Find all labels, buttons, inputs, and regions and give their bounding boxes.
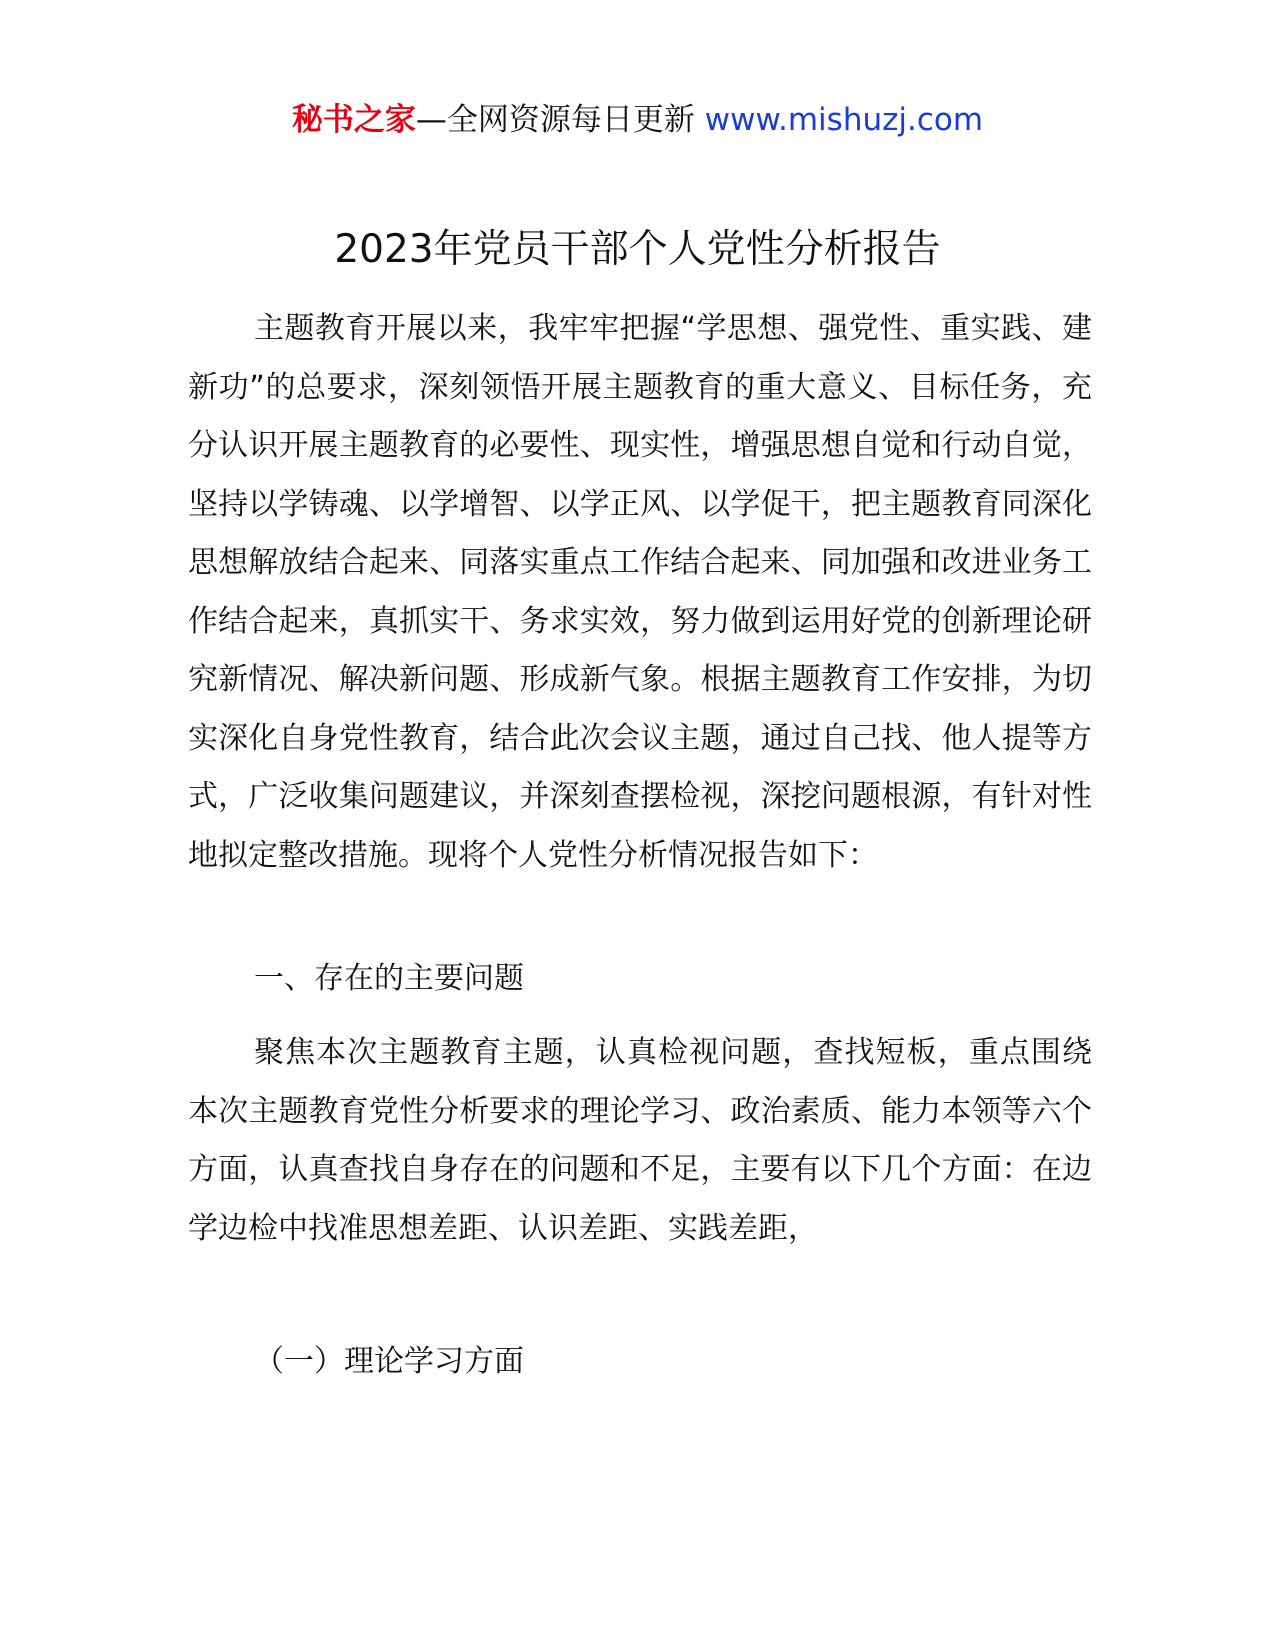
- document-title: 2023年党员干部个人党性分析报告: [334, 227, 941, 272]
- subsection-heading-theory-study: （一）理论学习方面: [254, 1344, 524, 1379]
- section-heading-main-problems: 一、存在的主要问题: [254, 961, 524, 996]
- site-banner: [0, 98, 1275, 142]
- intro-paragraph: 主题教育开展以来，我牢牢把握“学思想、强党性、重实践、建新功”的总要求，深刻领悟开展主题教育的重大意义、目标任务，充分认识开展主题教育的必要性、现实性，增强思想自觉和行动自觉，坚持以学铸魂、以学增智、以学正风、以学促干，把主题教育同深化思想解放结合起来、同落实重点工作结合起来、同加强和改进业务工作结合起来，真抓实干、务求实效，努力做到运用好党的创新理论研究新情况、解决新问题、形成新气象。根据主题教育工作安排，为切实深化自身党性教育，结合此次会议主题，通过自己找、他人提等方式，广泛收集问题建议，并深刻查摆检视，深挖问题根源，有针对性地拟定整改措施。现将个人党性分析情况报告如下：: [188, 311, 1092, 873]
- brand-name: 秘书之家: [291, 102, 416, 138]
- banner-tagline: —全网资源每日更新: [415, 102, 695, 138]
- site-url-link[interactable]: www.mishuzj.com: [704, 102, 984, 138]
- section-paragraph-main-problems: 聚焦本次主题教育主题，认真检视问题，查找短板，重点围绕本次主题教育党性分析要求的理论学习、政治素质、能力本领等六个方面，认真查找自身存在的问题和不足，主要有以下几个方面：在边学边检中找准思想差距、认识差距、实践差距，: [188, 1035, 1092, 1246]
